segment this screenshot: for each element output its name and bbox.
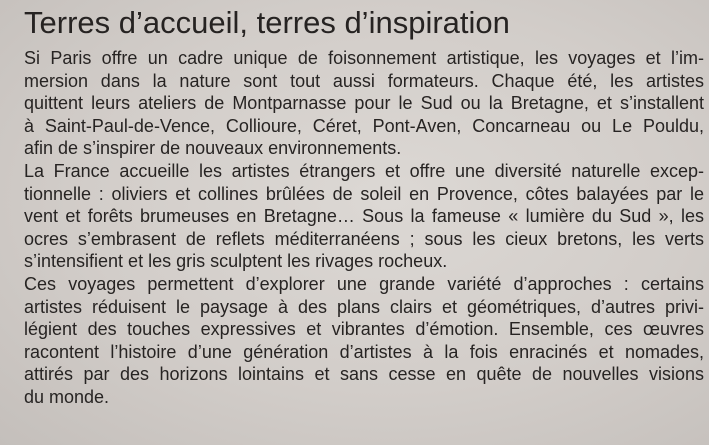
text-line: Ces voyages permettent d’explorer une grande variété d’approches : certains	[24, 273, 704, 294]
text-line: afin de s’inspirer de nouveaux environnements.	[24, 138, 402, 159]
text-line: La France accueille les artistes étrangers et offre une diversité naturelle excep-	[24, 160, 704, 181]
panel-title: Terres d’accueil, terres d’inspiration	[24, 5, 510, 40]
text-line: attirés par des horizons lointains et sans cesse en quête de nouvelles visions	[24, 364, 704, 385]
text-line: artistes réduisent le paysage à des plans clairs et géométriques, d’autres privi-	[24, 296, 704, 317]
text-line: vent et forêts brumeuses en Bretagne… Sous la fameuse « lumière du Sud », les	[24, 206, 704, 227]
text-line: légient des touches expressives et vibrantes d’émotion. Ensemble, ces œuvres	[24, 319, 704, 340]
text-line: du monde.	[24, 386, 110, 407]
panel-body	[24, 47, 704, 409]
text-line: tionnelle : oliviers et collines brûlées de soleil en Provence, côtes balayées par le	[24, 183, 704, 204]
text-line: à Saint-Paul-de-Vence, Collioure, Céret, Pont-Aven, Concarneau ou Le Pouldu,	[24, 115, 704, 136]
text-line: quittent leurs ateliers de Montparnasse pour le Sud ou la Bretagne, et s’installent	[24, 93, 704, 114]
paragraph-2	[24, 160, 704, 273]
text-line: ocres s’embrasent de reflets méditerranéens ; sous les cieux bretons, les verts	[24, 228, 704, 249]
text-line: s’intensifient et les gris sculptent les rivages rocheux.	[24, 251, 448, 272]
text-line: mersion dans la nature sont tout aussi formateurs. Chaque été, les artistes	[24, 70, 704, 91]
text-line: Si Paris offre un cadre unique de foisonnement artistique, les voyages et l’im-	[24, 48, 704, 68]
text-line: racontent l’histoire d’une génération d’artistes à la fois enracinés et nomades,	[24, 341, 704, 362]
paragraph-1	[24, 47, 704, 160]
paragraph-3	[24, 273, 704, 409]
